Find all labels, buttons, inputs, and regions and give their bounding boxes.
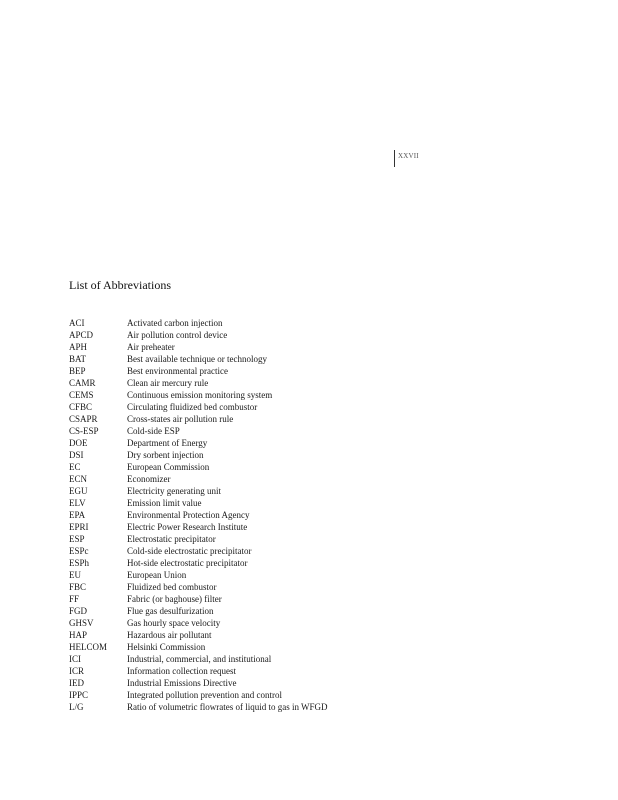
abbreviation-definition: Dry sorbent injection <box>127 450 204 460</box>
abbreviation-definition: Hot-side electrostatic precipitator <box>127 558 248 568</box>
abbreviation-definition: European Union <box>127 570 187 580</box>
abbreviation-term: CAMR <box>69 378 96 388</box>
abbreviation-term: IPPC <box>69 690 89 700</box>
abbreviation-row <box>69 317 389 329</box>
abbreviation-definition: Gas hourly space velocity <box>127 618 221 628</box>
abbreviation-definition: Best environmental practice <box>127 366 228 376</box>
abbreviation-definition: Ratio of volumetric flowrates of liquid to gas in WFGD <box>127 702 328 712</box>
abbreviation-definition: Circulating fluidized bed combustor <box>127 402 258 412</box>
abbreviation-row <box>69 413 389 425</box>
abbreviation-term: ICR <box>69 666 85 676</box>
abbreviation-row <box>69 641 389 653</box>
abbreviation-term: IED <box>69 678 84 688</box>
abbreviation-definition: Continuous emission monitoring system <box>127 390 273 400</box>
abbreviation-list <box>69 317 389 713</box>
abbreviation-row <box>69 545 389 557</box>
abbreviation-row <box>69 425 389 437</box>
abbreviation-row <box>69 629 389 641</box>
abbreviation-definition: Best available technique or technology <box>127 354 267 364</box>
abbreviation-definition: Air pollution control device <box>127 330 228 340</box>
abbreviation-term: CS-ESP <box>69 426 99 436</box>
abbreviation-term: APCD <box>69 330 94 340</box>
abbreviation-definition: Environmental Protection Agency <box>127 510 250 520</box>
abbreviation-term: ESPh <box>69 558 90 568</box>
abbreviation-term: BEP <box>69 366 86 376</box>
abbreviation-definition: Information collection request <box>127 666 236 676</box>
abbreviation-term: APH <box>69 342 88 352</box>
abbreviation-term: ICI <box>69 654 81 664</box>
abbreviation-term: HELCOM <box>69 642 107 652</box>
abbreviation-definition: Hazardous air pollutant <box>127 630 212 640</box>
abbreviation-definition: Emission limit value <box>127 498 202 508</box>
abbreviation-row <box>69 593 389 605</box>
abbreviation-term: ESP <box>69 534 85 544</box>
abbreviation-definition: Fluidized bed combustor <box>127 582 217 592</box>
abbreviation-definition: Economizer <box>127 474 171 484</box>
abbreviation-term: HAP <box>69 630 88 640</box>
abbreviation-row <box>69 461 389 473</box>
abbreviation-row <box>69 341 389 353</box>
page-number-rule <box>394 150 395 167</box>
abbreviation-row <box>69 377 389 389</box>
abbreviation-definition: Fabric (or baghouse) filter <box>127 594 222 604</box>
abbreviation-row <box>69 653 389 665</box>
abbreviation-row <box>69 665 389 677</box>
abbreviation-term: EC <box>69 462 81 472</box>
abbreviation-term: EGU <box>69 486 88 496</box>
abbreviation-row <box>69 401 389 413</box>
abbreviation-term: CFBC <box>69 402 93 412</box>
abbreviation-row <box>69 509 389 521</box>
abbreviation-term: EU <box>69 570 81 580</box>
abbreviation-definition: Electrostatic precipitator <box>127 534 216 544</box>
abbreviation-term: FGD <box>69 606 88 616</box>
abbreviation-row <box>69 521 389 533</box>
abbreviation-definition: Clean air mercury rule <box>127 378 209 388</box>
abbreviation-row <box>69 569 389 581</box>
abbreviation-definition: Electricity generating unit <box>127 486 221 496</box>
abbreviation-row <box>69 437 389 449</box>
page-number: XXVII <box>398 152 419 160</box>
abbreviation-term: L/G <box>69 702 84 712</box>
abbreviation-row <box>69 701 389 713</box>
abbreviation-definition: Department of Energy <box>127 438 208 448</box>
abbreviation-term: CEMS <box>69 390 94 400</box>
abbreviation-term: CSAPR <box>69 414 98 424</box>
abbreviation-definition: Air preheater <box>127 342 175 352</box>
abbreviation-row <box>69 677 389 689</box>
abbreviation-row <box>69 365 389 377</box>
abbreviation-row <box>69 605 389 617</box>
abbreviation-row <box>69 497 389 509</box>
abbreviation-row <box>69 449 389 461</box>
abbreviation-row <box>69 329 389 341</box>
abbreviation-row <box>69 557 389 569</box>
abbreviation-term: ACI <box>69 318 85 328</box>
abbreviation-definition: Industrial Emissions Directive <box>127 678 237 688</box>
abbreviation-term: EPRI <box>69 522 89 532</box>
abbreviation-term: GHSV <box>69 618 94 628</box>
abbreviation-definition: Cross-states air pollution rule <box>127 414 234 424</box>
abbreviation-row <box>69 389 389 401</box>
abbreviation-definition: Cold-side electrostatic precipitator <box>127 546 252 556</box>
abbreviation-term: DOE <box>69 438 88 448</box>
abbreviation-definition: Electric Power Research Institute <box>127 522 248 532</box>
abbreviation-term: DSI <box>69 450 84 460</box>
abbreviation-row <box>69 581 389 593</box>
abbreviation-definition: Industrial, commercial, and institutional <box>127 654 272 664</box>
abbreviation-term: ECN <box>69 474 87 484</box>
abbreviation-definition: Integrated pollution prevention and control <box>127 690 282 700</box>
abbreviation-definition: Activated carbon injection <box>127 318 223 328</box>
abbreviation-definition: Cold-side ESP <box>127 426 180 436</box>
abbreviation-row <box>69 485 389 497</box>
abbreviation-row <box>69 617 389 629</box>
abbreviation-term: FBC <box>69 582 87 592</box>
abbreviation-definition: Helsinki Commission <box>127 642 206 652</box>
abbreviation-row <box>69 689 389 701</box>
abbreviation-term: EPA <box>69 510 86 520</box>
abbreviation-term: ESPc <box>69 546 89 556</box>
abbreviation-term: ELV <box>69 498 86 508</box>
abbreviation-definition: European Commission <box>127 462 210 472</box>
abbreviation-row <box>69 533 389 545</box>
abbreviation-definition: Flue gas desulfurization <box>127 606 214 616</box>
abbreviation-row <box>69 473 389 485</box>
page-title: List of Abbreviations <box>69 278 171 292</box>
abbreviation-term: FF <box>69 594 80 604</box>
abbreviation-term: BAT <box>69 354 87 364</box>
abbreviation-row <box>69 353 389 365</box>
